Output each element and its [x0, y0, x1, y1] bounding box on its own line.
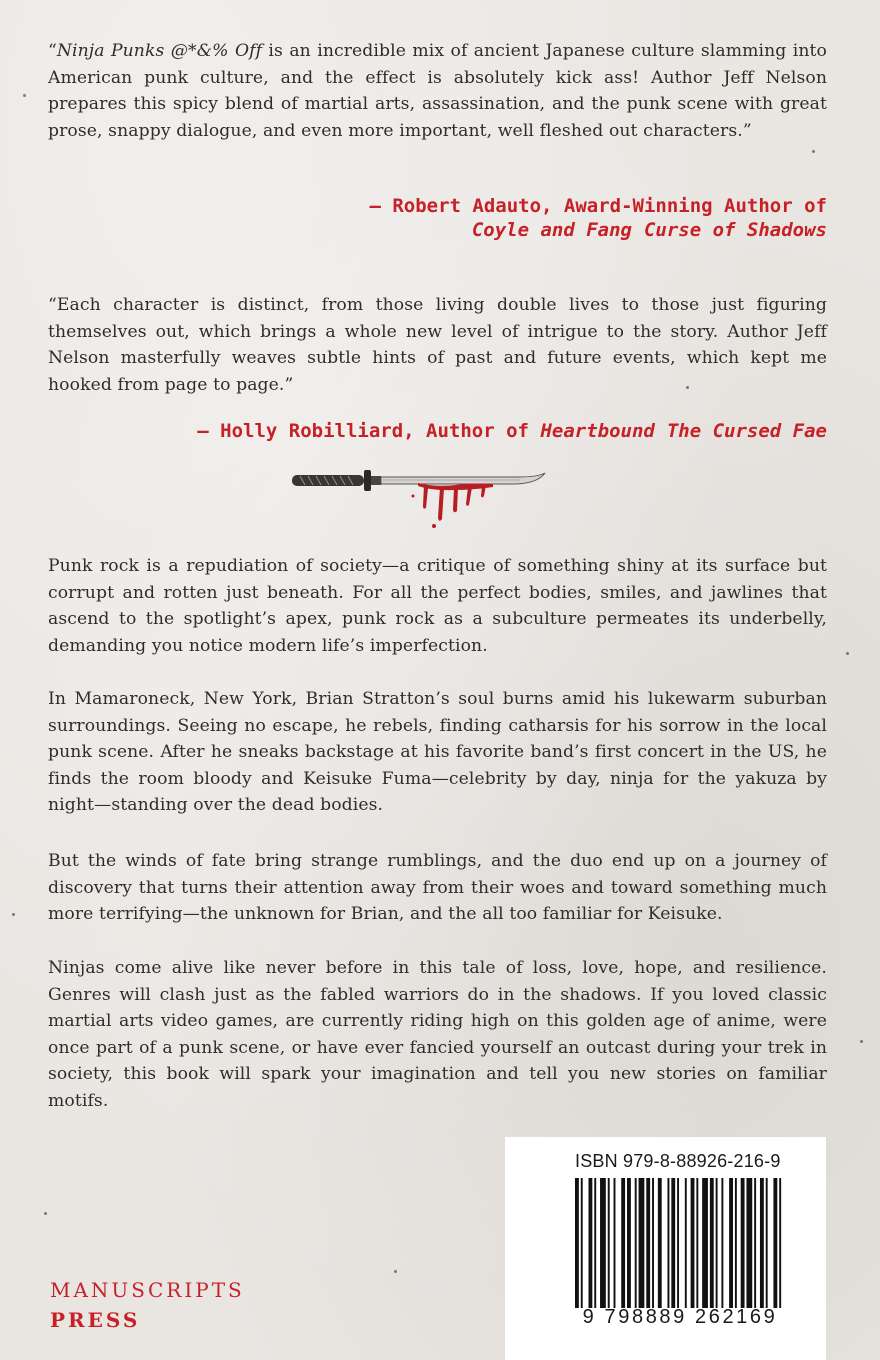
- barcode-bar: [652, 1178, 654, 1308]
- barcode-bar: [710, 1178, 714, 1308]
- barcode-bar: [608, 1178, 610, 1308]
- synopsis-paragraph-1: Punk rock is a repudiation of society—a critique of something shiny at its surface but corrupt and rotten just beneath. For all the perfect bodies, smiles, and jawlines that ascend to the spotlight’s apex, punk rock as a subculture permeates its underbelly, demanding you notice modern life’s imperfection.: [48, 556, 827, 656]
- barcode-bar: [627, 1178, 631, 1308]
- barcode-bar: [594, 1178, 596, 1308]
- publisher-line-2: PRESS: [50, 1308, 141, 1332]
- attribution-1-work-2: Curse of Shadows: [643, 219, 827, 241]
- attribution-2-work-2: The Cursed Fae: [666, 420, 827, 442]
- attribution-2-work-1: Heartbound: [540, 420, 655, 442]
- barcode-bar: [760, 1178, 764, 1308]
- review-quote-1-text: is an incredible mix of ancient Japanese culture slamming into American punk culture, and the effect is absolutely kick ass! Author Jeff Nelson prepares this spicy blend of martial arts, assassination, and the punk scene with great prose, snappy dialogue, and even more important, well fleshed out characters.”: [48, 41, 827, 141]
- barcode-bar: [667, 1178, 669, 1308]
- open-quote-mark: “: [48, 41, 57, 61]
- barcode-bar: [696, 1178, 698, 1308]
- barcode-bar: [729, 1178, 733, 1308]
- attribution-1-works: [369, 218, 827, 242]
- synopsis-paragraph-2: In Mamaroneck, New York, Brian Stratton’s soul burns amid his lukewarm suburban surroundings. Seeing no escape, he rebels, finding catharsis for his sorrow in the local punk scene. After he sneaks backstage at his favorite band’s first concert in the US, he finds the room bloody and Keisuke Fuma—celebrity by day, ninja for the yakuza by night—standing over the dead bodies.: [48, 689, 827, 815]
- paper-speck: [846, 652, 849, 655]
- bloody-katana-icon: [288, 466, 548, 530]
- barcode-bar: [735, 1178, 737, 1308]
- attribution-1-work-1: Coyle and Fang: [471, 219, 632, 241]
- barcode-bar: [766, 1178, 768, 1308]
- paper-speck: [23, 94, 26, 97]
- barcode-bar: [646, 1178, 650, 1308]
- barcode-bar: [685, 1178, 687, 1308]
- barcode-bar: [721, 1178, 723, 1308]
- review-attribution-2: [197, 419, 827, 443]
- barcode-bar: [754, 1178, 756, 1308]
- barcode-bar: [600, 1178, 606, 1308]
- isbn-label: ISBN 979-8-88926-216-9: [575, 1151, 781, 1171]
- barcode-bar: [746, 1178, 752, 1308]
- barcode-bar: [741, 1178, 745, 1308]
- paper-speck: [12, 913, 15, 916]
- barcode-bar: [588, 1178, 592, 1308]
- isbn-barcode-panel: [505, 1137, 826, 1360]
- paper-speck: [394, 1270, 397, 1273]
- barcode-bar: [635, 1178, 637, 1308]
- barcode-bar: [639, 1178, 645, 1308]
- attribution-1-author: — Robert Adauto, Award-Winning Author of: [369, 195, 827, 217]
- paper-speck: [44, 1212, 47, 1215]
- attribution-2-author: — Holly Robilliard, Author of: [197, 420, 529, 442]
- barcode-bar: [779, 1178, 781, 1308]
- paper-speck: [860, 1040, 863, 1043]
- synopsis-paragraph-4: Ninjas come alive like never before in this tale of loss, love, hope, and resilience. Genres will clash just as the fabled warriors do in the shadows. If you loved classic martial arts video games, are currently riding high on this golden age of anime, were once part of a punk scene, or have ever fancied yourself an outcast during your trek in society, this book will spark your imagination and tell you new stories on familiar motifs.: [48, 958, 827, 1111]
- review-attribution-1: [369, 194, 827, 242]
- barcode-bar: [702, 1178, 708, 1308]
- review-quote-2: “Each character is distinct, from those living double lives to those just figuring themselves out, which brings a whole new level of intrigue to the story. Author Jeff Nelson masterfully weaves subtle hints of past and future events, which kept me hooked from page to page.”: [48, 295, 827, 395]
- barcode-bar: [614, 1178, 616, 1308]
- paper-speck: [812, 150, 815, 153]
- barcode-bar: [581, 1178, 583, 1308]
- barcode-graphic: [575, 1178, 785, 1308]
- barcode-digits: 9 798889 262169: [582, 1306, 778, 1328]
- barcode-bar: [621, 1178, 625, 1308]
- barcode-bar: [716, 1178, 718, 1308]
- barcode-bar: [691, 1178, 695, 1308]
- barcode-bar: [671, 1178, 675, 1308]
- barcode-bar: [658, 1178, 662, 1308]
- paper-speck: [686, 386, 689, 389]
- synopsis-paragraph-3: But the winds of fate bring strange rumblings, and the duo end up on a journey of discovery that turns their attention away from their woes and toward something much more terrifying—the unknown for Brian, and the all too familiar for Keisuke.: [48, 851, 827, 924]
- publisher-line-1: MANUSCRIPTS: [50, 1278, 245, 1302]
- barcode-bar: [773, 1178, 777, 1308]
- barcode-bar: [677, 1178, 679, 1308]
- barcode-bar: [575, 1178, 579, 1308]
- book-title: Ninja Punks @*&% Off: [56, 41, 263, 61]
- publisher-logo: [50, 1275, 245, 1335]
- review-quote-1: [48, 38, 827, 144]
